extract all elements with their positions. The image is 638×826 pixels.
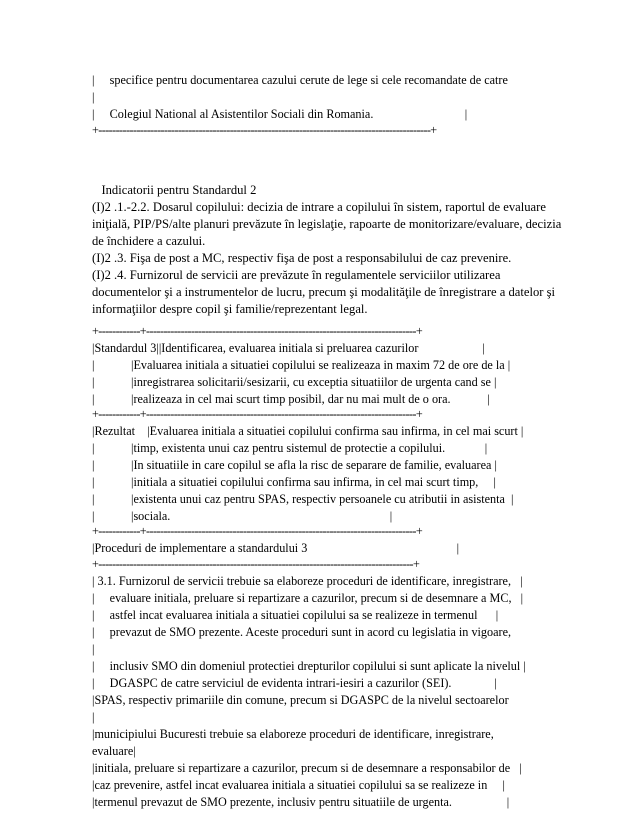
text-line: | [92, 90, 95, 104]
indicators-section [92, 182, 562, 318]
table-row: |municipiului Bucuresti trebuie sa elaboreze proceduri de identificare, inregistrare, [92, 727, 494, 741]
table-row: | |inregistrarea solicitarii/sesizarii, cu exceptia situatiilor de urgenta cand se | [92, 375, 497, 389]
table-row: | |timp, existenta unui caz pentru sistemul de protectie a copilului. | [92, 441, 488, 455]
table-row: |SPAS, respectiv primariile din comune, precum si DGASPC de la nivelul sectoarelor [92, 693, 509, 707]
table-border-line: +------------+------------------------------------------------------------------------------+ [92, 524, 423, 538]
table-row: |Proceduri de implementare a standardului 3 | [92, 541, 460, 555]
table-border-line: +-------------------------------------------------------------------------------------------+ [92, 557, 420, 571]
table-row: |Rezultat |Evaluarea initiala a situatiei copilului confirma sau infirma, in cel mai scurt | [92, 424, 524, 438]
table-row: | |In situatiile in care copilul se afla la risc de separare de familie, evaluarea | [92, 458, 497, 472]
text-line: | Colegiul National al Asistentilor Sociali din Romania. | [92, 107, 468, 121]
table-row: |initiala, preluare si repartizare a cazurilor, precum si de desemnare a responsabilor de | [92, 761, 522, 775]
table-row: |termenul prevazut de SMO prezente, inclusiv pentru situatiile de urgenta. | [92, 795, 510, 809]
table-border-line: +------------+------------------------------------------------------------------------------+ [92, 324, 423, 338]
table-row: | astfel incat evaluarea initiala a situatiei copilului sa se realizeze in termenul | [92, 608, 499, 622]
table-row: | 3.1. Furnizorul de servicii trebuie sa elaboreze proceduri de identificare, inregistrare, | [92, 574, 523, 588]
table-row: | |realizeaza in cel mai scurt timp posibil, dar nu mai mult de o ora. | [92, 392, 490, 406]
table-border-line: +------------+------------------------------------------------------------------------------+ [92, 407, 423, 421]
text-line: | specifice pentru documentarea cazului cerute de lege si cele recomandate de catre [92, 73, 508, 87]
table-row: | [92, 642, 95, 656]
section-heading: Indicatorii pentru Standardul 2 [92, 183, 257, 197]
table-row: | |Evaluarea initiala a situatiei copilului se realizeaza in maxim 72 de ore de la | [92, 358, 511, 372]
paragraph: (I)2 .1.-2.2. Dosarul copilului: decizia de intrare a copilului în sistem, raportul de evaluare iniţială, PIP/PS/alte planuri prevăzute în legislaţie, rapoarte de monitorizare/evaluare, decizia de închidere a cazului. [92, 200, 562, 248]
table-row: | inclusiv SMO din domeniul protectiei drepturilor copilului si sunt aplicate la nivelul | [92, 659, 526, 673]
paragraph: (I)2 .4. Furnizorul de servicii are prevăzute în regulamentele serviciilor utilizarea documentelor şi a instrumentelor de lucru, precum şi modalităţile de înregistrare a datelor şi informaţiilor despre copil şi familie/reprezentant legal. [92, 268, 556, 316]
table-row: | |initiala a situatiei copilului confirma sau infirma, in cel mai scurt timp, | [92, 475, 496, 489]
paragraph: (I)2 .3. Fişa de post a MC, respectiv fişa de post a responsabilului de caz prevenire. [92, 251, 512, 265]
table-row: | prevazut de SMO prezente. Aceste proceduri sunt in acord cu legislatia in vigoare, [92, 625, 512, 639]
table-border-line: +------------------------------------------------------------------------------------------------+ [92, 123, 437, 137]
table-row: evaluare| [92, 744, 136, 758]
table-row: | [92, 710, 95, 724]
table-row: |Standardul 3||Identificarea, evaluarea initiala si preluarea cazurilor | [92, 341, 485, 355]
table-row: | evaluare initiala, preluare si repartizare a cazurilor, precum si de desemnare a MC, | [92, 591, 524, 605]
table-row: |caz prevenire, astfel incat evaluarea initiala a situatiei copilului sa se realizeze in | [92, 778, 505, 792]
table-row: | |sociala. | [92, 509, 393, 523]
table-row: | |existenta unui caz pentru SPAS, respectiv persoanele cu atributii in asistenta | [92, 492, 514, 506]
table-row: | DGASPC de catre serviciul de evidenta intrari-iesiri a cazurilor (SEI). | [92, 676, 497, 690]
